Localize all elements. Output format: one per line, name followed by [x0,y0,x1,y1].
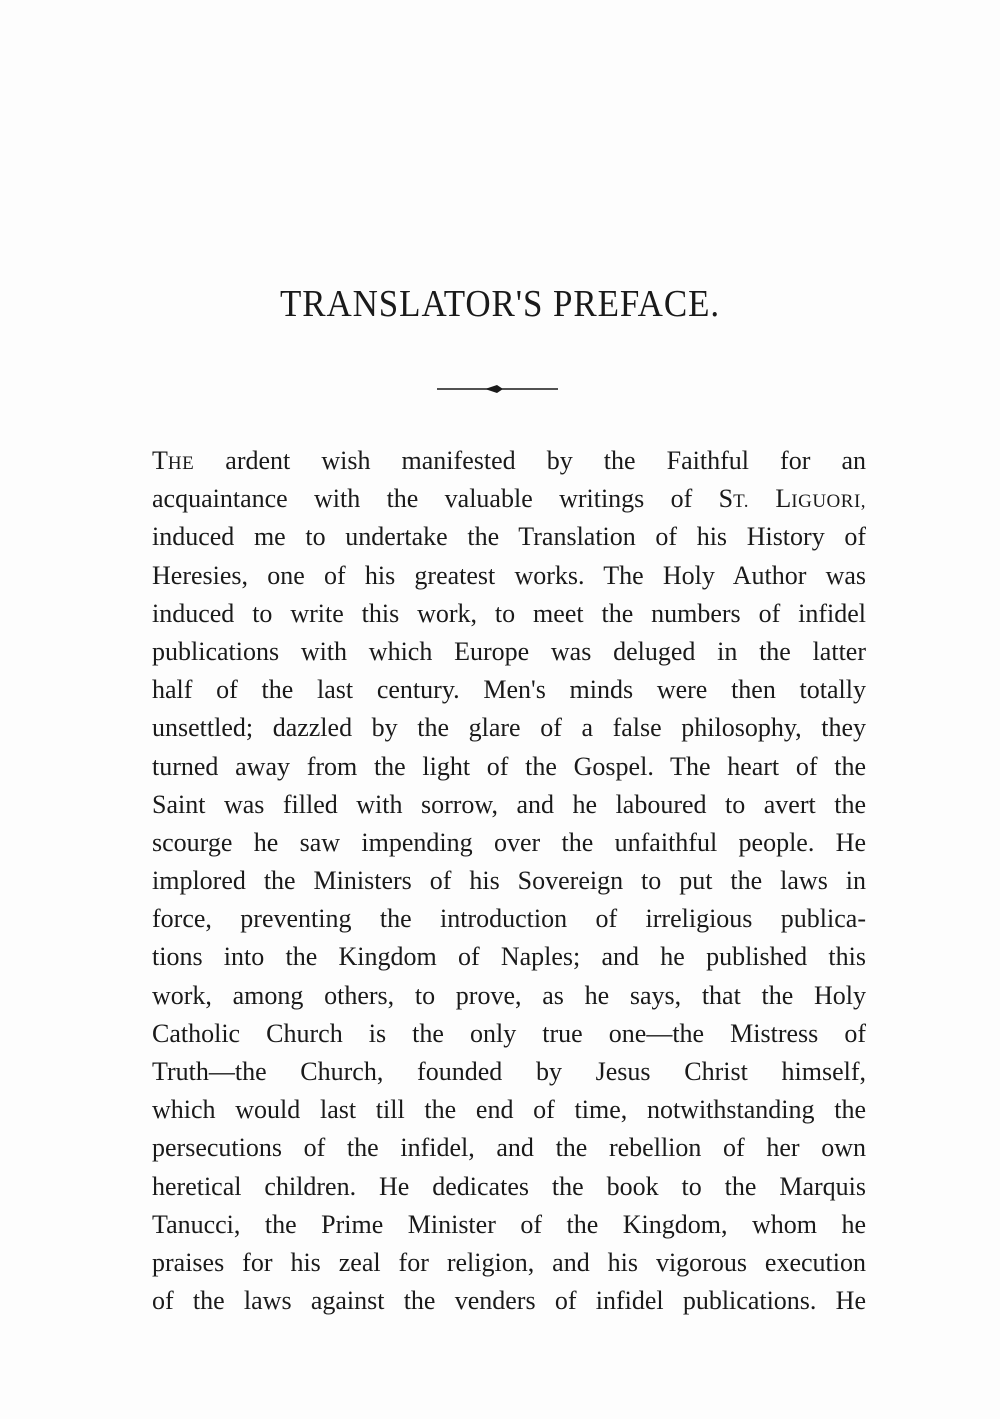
text-line: induced me to undertake the Translation of his History of [152,522,866,552]
text-line: persecutions of the infidel, and the rebellion of her own [152,1133,866,1163]
text-line: induced to write this work, to meet the numbers of infidel [152,598,866,628]
text-line: scourge he saw impending over the unfaithful people. He [152,827,866,857]
text-line: work, among others, to prove, as he says, that the Holy [152,980,866,1010]
text-line: tions into the Kingdom of Naples; and he published this [152,942,866,972]
text-line: Catholic Church is the only true one—the Mistress of [152,1018,866,1048]
text-line [152,442,866,480]
page-title: TRANSLATOR'S PREFACE. [279,283,721,325]
text-line: turned away from the light of the Gospel. The heart of the [152,751,866,781]
text-line: Tanucci, the Prime Minister of the Kingdom, whom he [152,1209,866,1239]
text-line: Heresies, one of his greatest works. The Holy Author was [152,560,866,590]
text-line: unsettled; dazzled by the glare of a false philosophy, they [152,713,866,743]
text-line: heretical children. He dedicates the book to the Marquis [152,1171,866,1201]
ornament-rule-icon [435,382,560,396]
text-line: which would last till the end of time, notwithstanding the [152,1095,866,1125]
text-line: force, preventing the introduction of irreligious publica- [152,904,866,934]
text-line: Truth—the Church, founded by Jesus Christ himself, [152,1057,866,1086]
text-line: praises for his zeal for religion, and his vigorous execution [152,1247,866,1277]
preface-body [152,442,866,1320]
drop-small-caps: THE ardent wish manifested by the Faithful for an [152,446,866,475]
text-line: implored the Ministers of his Sovereign to put the laws in [152,866,866,896]
text-line: publications with which Europe was deluged in the latter [152,636,866,666]
text-line: acquaintance with the valuable writings of ST. LIGUORI, [152,484,866,514]
text-line: Saint was filled with sorrow, and he laboured to avert the [152,789,866,819]
text-line: half of the last century. Men's minds were then totally [152,675,866,705]
text-line: of the laws against the venders of infidel publications. He [152,1286,866,1316]
